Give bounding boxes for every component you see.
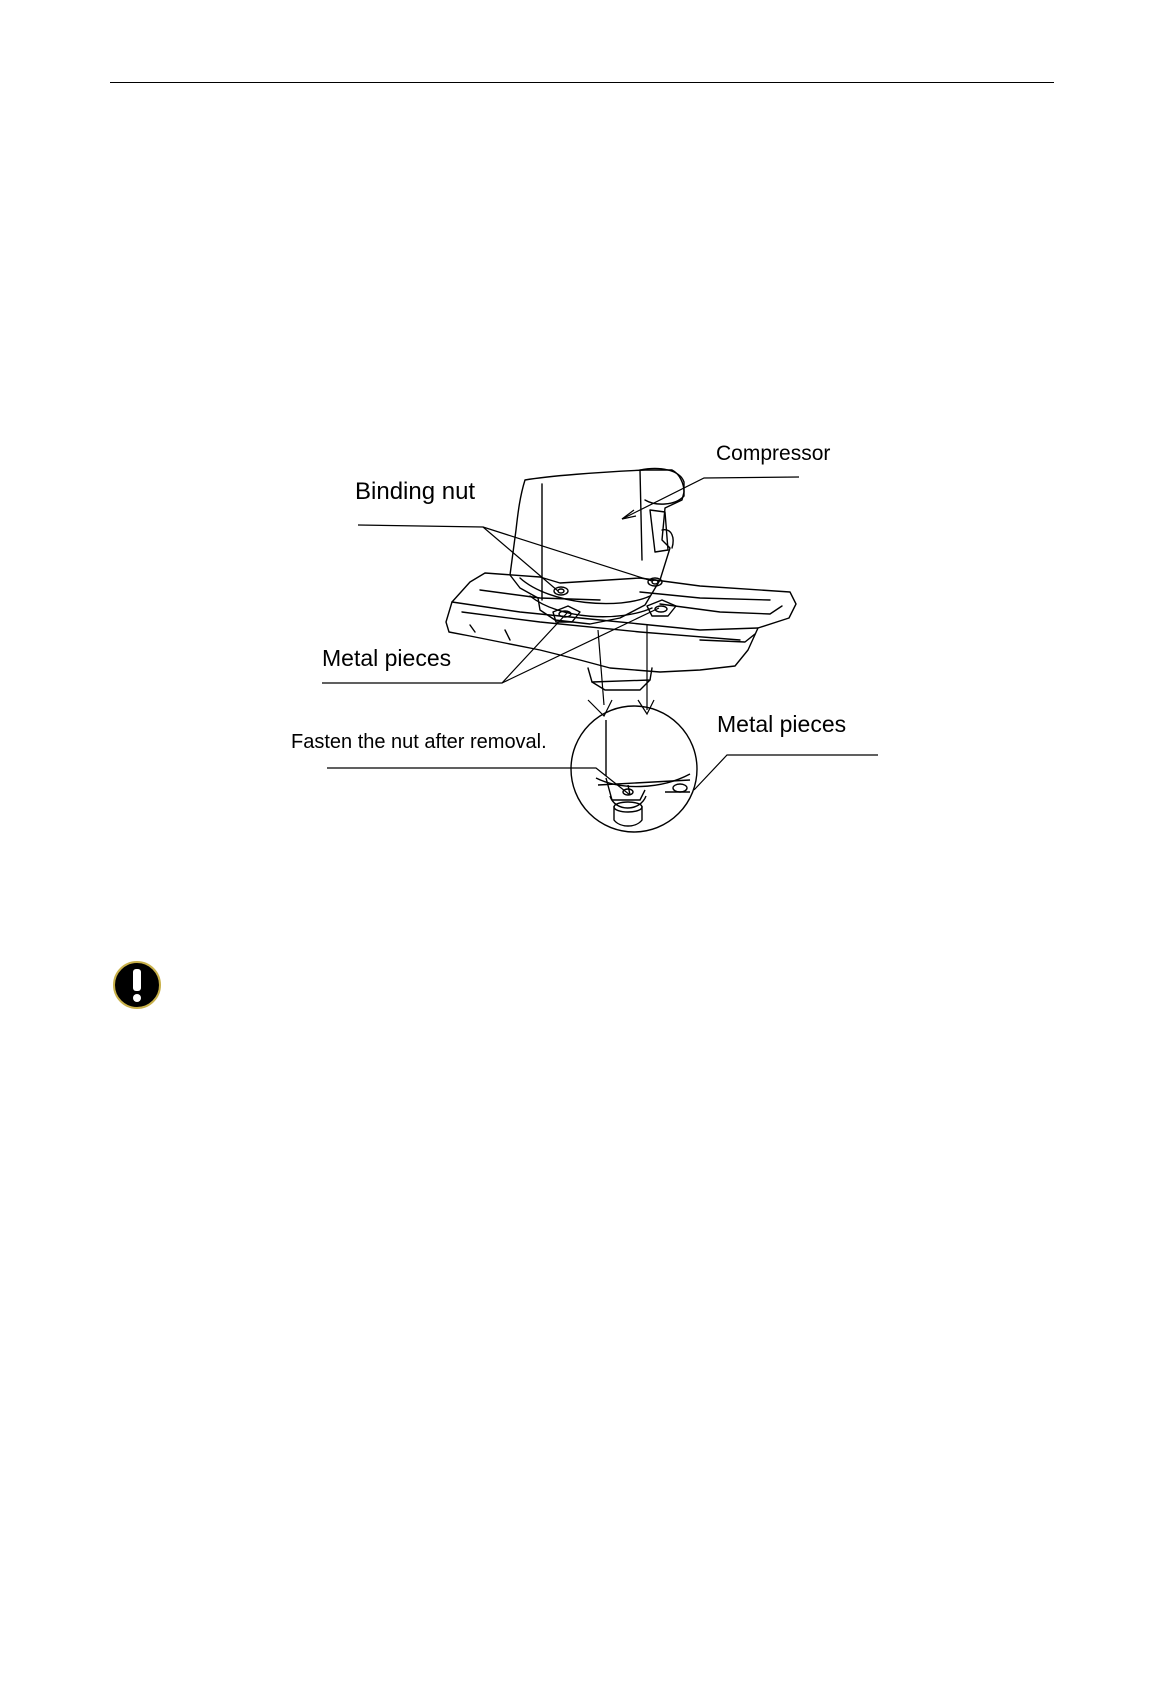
compressor-label: Compressor [716,442,831,465]
detail-circle [571,706,697,832]
exclamation-warning-icon [112,960,162,1010]
metal-pieces-label: Metal pieces [322,645,452,671]
metal-pieces-detail-label: Metal pieces [717,711,847,737]
fasten-note-label: Fasten the nut after removal. [291,731,547,753]
binding-nut-label: Binding nut [355,478,476,505]
